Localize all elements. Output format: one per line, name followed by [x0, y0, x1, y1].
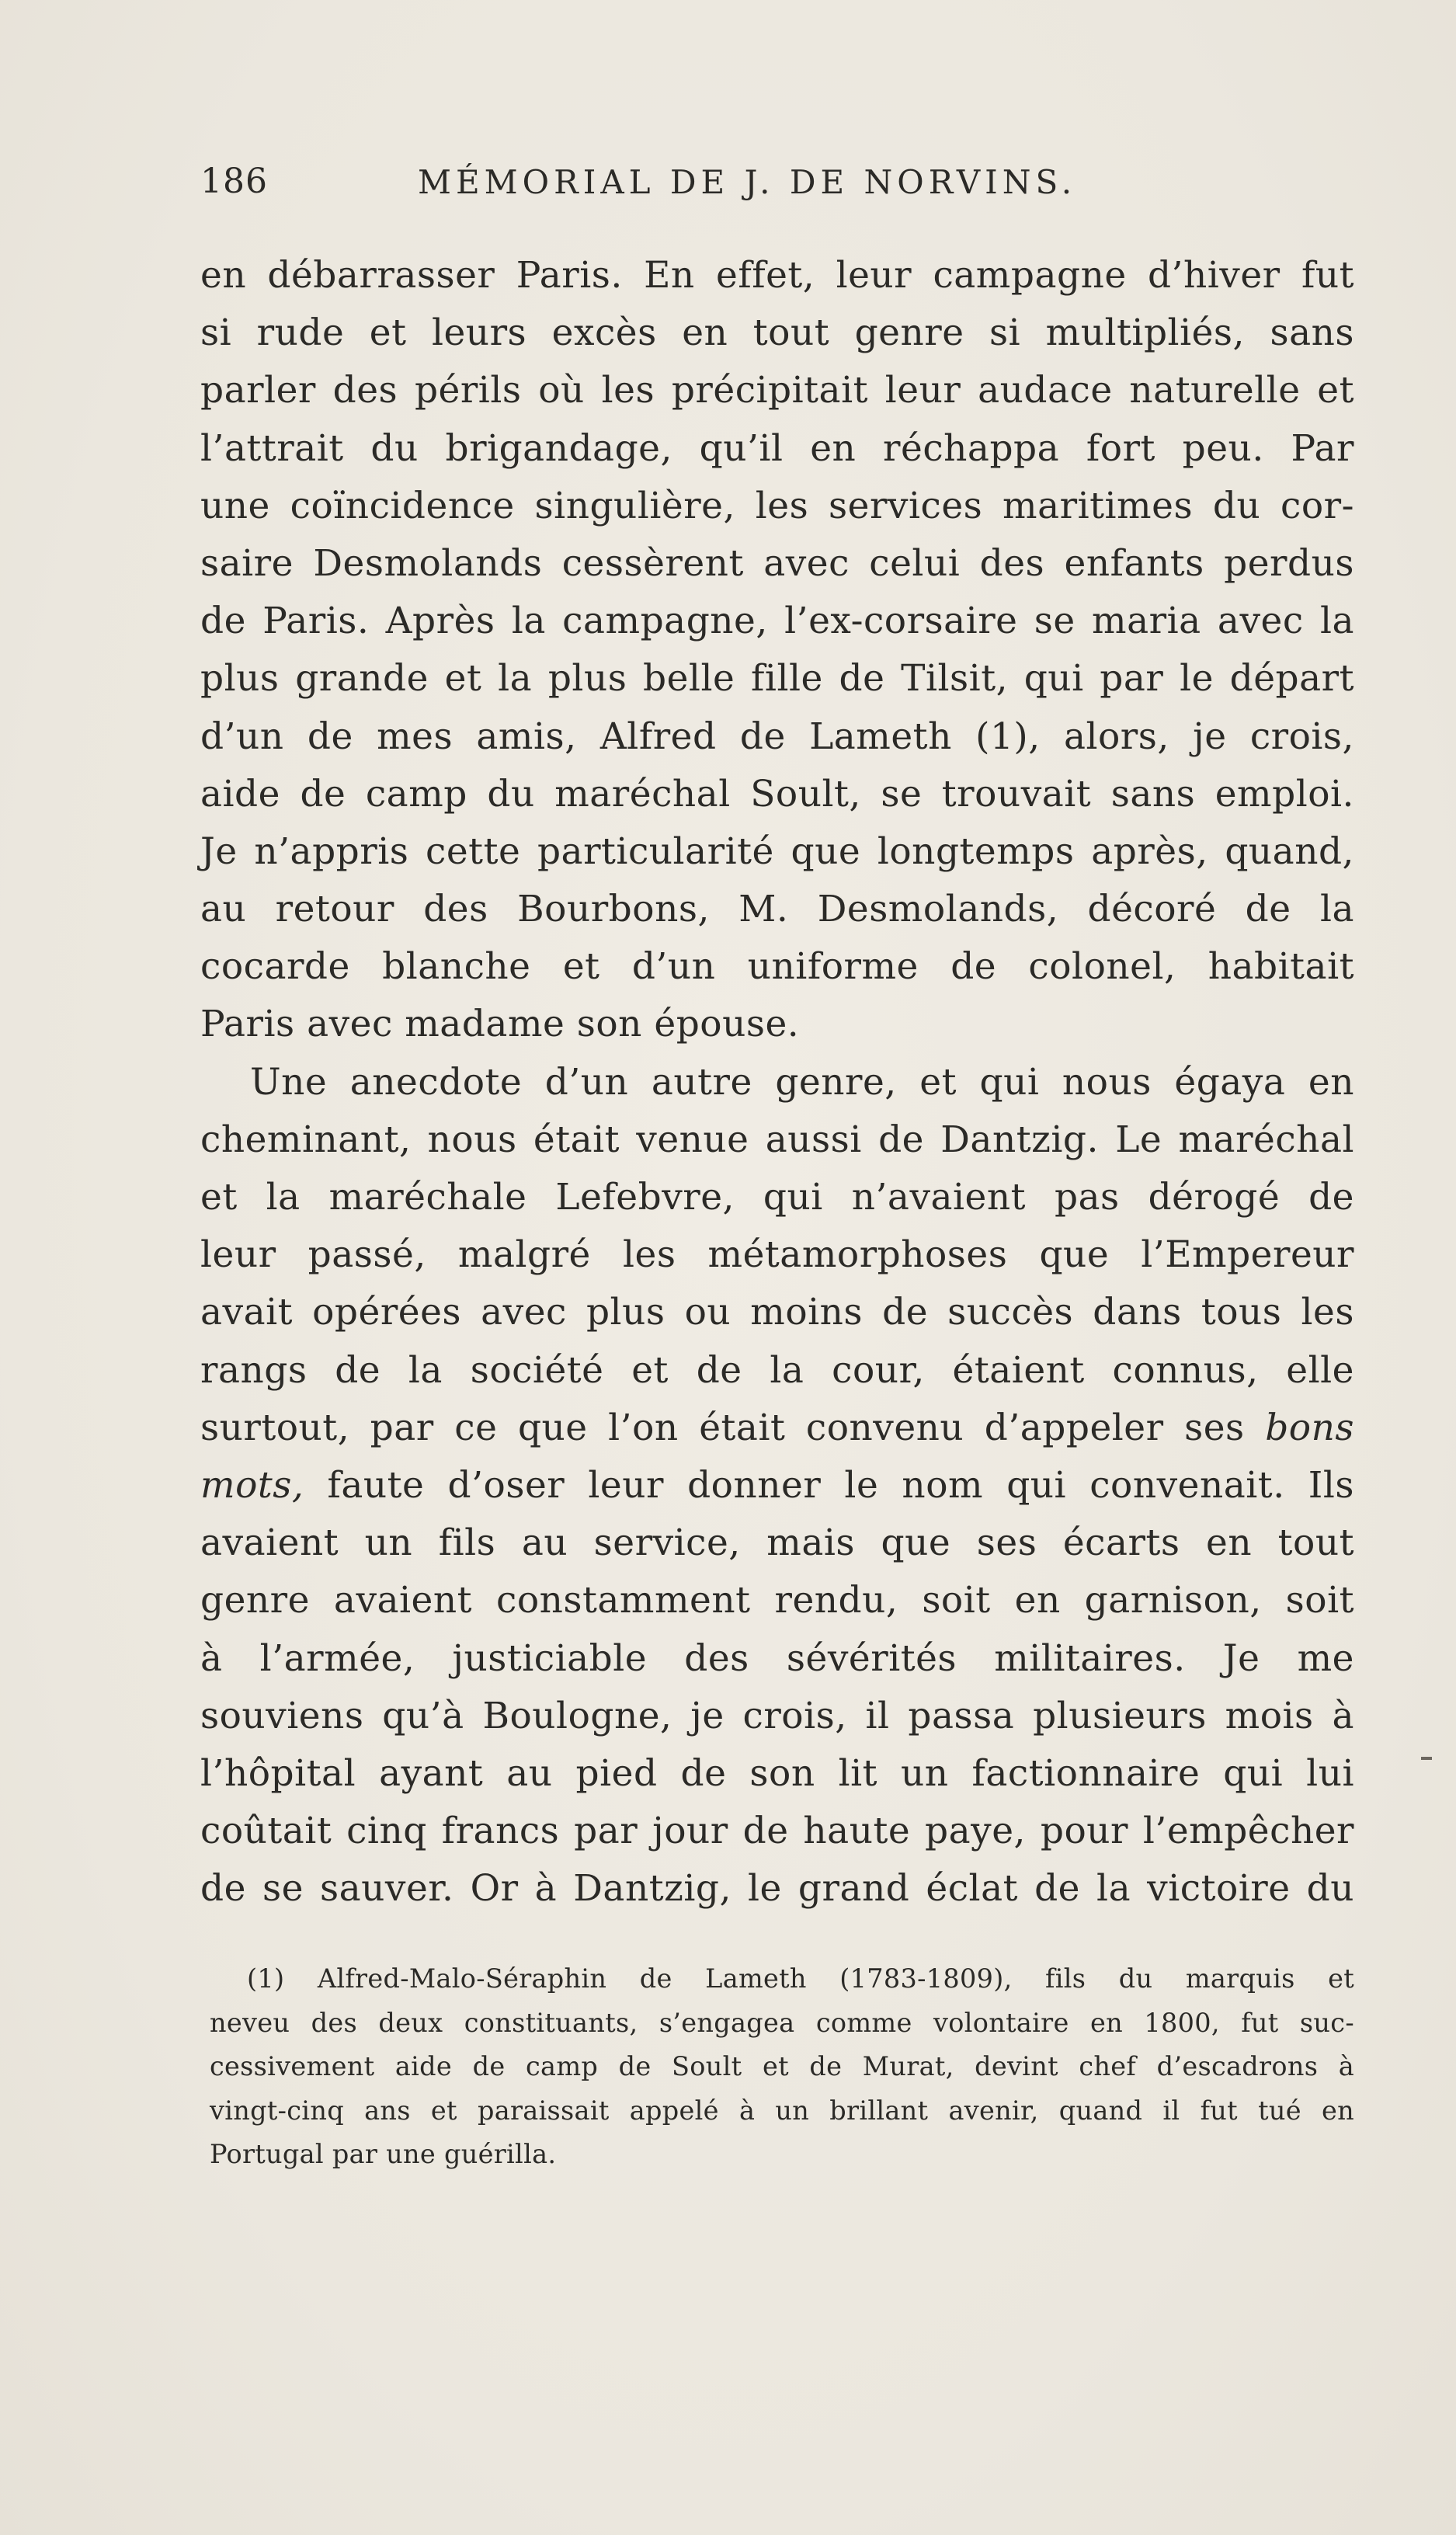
margin-mark [1421, 1757, 1432, 1760]
text-line: plus grande et la plus belle fille de Tilsit, qui par le départ [200, 657, 1354, 701]
footnote-line: neveu des deux constituants, s’engagea comme volontaire en 1800, fut suc- [210, 2007, 1354, 2038]
footnote [210, 1957, 1354, 2177]
text-line: parler des périls où les précipitait leur audace naturelle et [200, 369, 1354, 412]
text-line: aide de camp du maréchal Soult, se trouvait sans emploi. [200, 772, 1354, 815]
text-line: au retour des Bourbons, M. Desmolands, décoré de la [200, 888, 1354, 931]
footnote-line: (1) Alfred-Malo-Séraphin de Lameth (1783-1809), fils du marquis et [247, 1963, 1354, 1994]
text-line: avaient un fils au service, mais que ses écarts en tout [200, 1521, 1354, 1565]
text-line: leur passé, malgré les métamorphoses que l’Empereur [200, 1233, 1354, 1277]
text-line-with-italic [200, 1400, 1354, 1457]
running-title: MÉMORIAL DE J. DE NORVINS. [418, 163, 1077, 201]
text-line: souviens qu’à Boulogne, je crois, il passa plusieurs mois à [200, 1694, 1354, 1737]
text-line: avait opérées avec plus ou moins de succès dans tous les [200, 1291, 1354, 1334]
page-header [200, 162, 1109, 216]
text-segment: faute d’oser leur donner le nom qui convenait. Ils [327, 1463, 1354, 1507]
italic-word: bons [1265, 1406, 1354, 1449]
paragraph-first-line: Une anecdote d’un autre genre, et qui nous égaya en [250, 1060, 1354, 1104]
text-line: l’attrait du brigandage, qu’il en réchappa fort peu. Par [200, 426, 1354, 470]
text-line: à l’armée, justiciable des sévérités militaires. Je me [200, 1636, 1354, 1680]
text-line: l’hôpital ayant au pied de son lit un factionnaire qui lui [200, 1751, 1354, 1795]
footnote-line: Portugal par une guérilla. [210, 2139, 557, 2170]
text-line: une coïncidence singulière, les services maritimes du cor- [200, 484, 1354, 527]
text-line: Je n’appris cette particularité que longtemps après, quand, [200, 829, 1354, 873]
text-line: rangs de la société et de la cour, étaient connus, elle [200, 1348, 1354, 1392]
text-line: saire Desmolands cessèrent avec celui des enfants perdus [200, 541, 1354, 585]
footnote-line: vingt-cinq ans et paraissait appelé à un brillant avenir, quand il fut tué en [210, 2095, 1354, 2126]
italic-word: mots, [200, 1463, 304, 1507]
text-line: genre avaient constamment rendu, soit en garnison, soit [200, 1579, 1354, 1622]
footnote-line: cessivement aide de camp de Soult et de Murat, devint chef d’escadrons à [210, 2051, 1354, 2082]
text-line: et la maréchale Lefebvre, qui n’avaient pas dérogé de [200, 1176, 1354, 1219]
text-line: coûtait cinq francs par jour de haute paye, pour l’empêcher [200, 1810, 1354, 1853]
text-line: en débarrasser Paris. En effet, leur campagne d’hiver fut [200, 254, 1354, 297]
text-segment: surtout, par ce que l’on était convenu d’appeler ses [200, 1406, 1245, 1449]
text-line: de Paris. Après la campagne, l’ex-corsaire se maria avec la [200, 600, 1354, 643]
text-line: si rude et leurs excès en tout genre si multipliés, sans [200, 311, 1354, 355]
text-line: cheminant, nous était venue aussi de Dantzig. Le maréchal [200, 1118, 1354, 1161]
text-line-with-italic [200, 1457, 1354, 1514]
text-line: cocarde blanche et d’un uniforme de colonel, habitait [200, 945, 1354, 989]
text-line: de se sauver. Or à Dantzig, le grand éclat de la victoire du [200, 1867, 1354, 1911]
text-line: Paris avec madame son épouse. [200, 1003, 800, 1046]
body-text [200, 247, 1354, 1918]
text-line: d’un de mes amis, Alfred de Lameth (1), alors, je crois, [200, 715, 1354, 758]
page-number: 186 [200, 162, 268, 201]
